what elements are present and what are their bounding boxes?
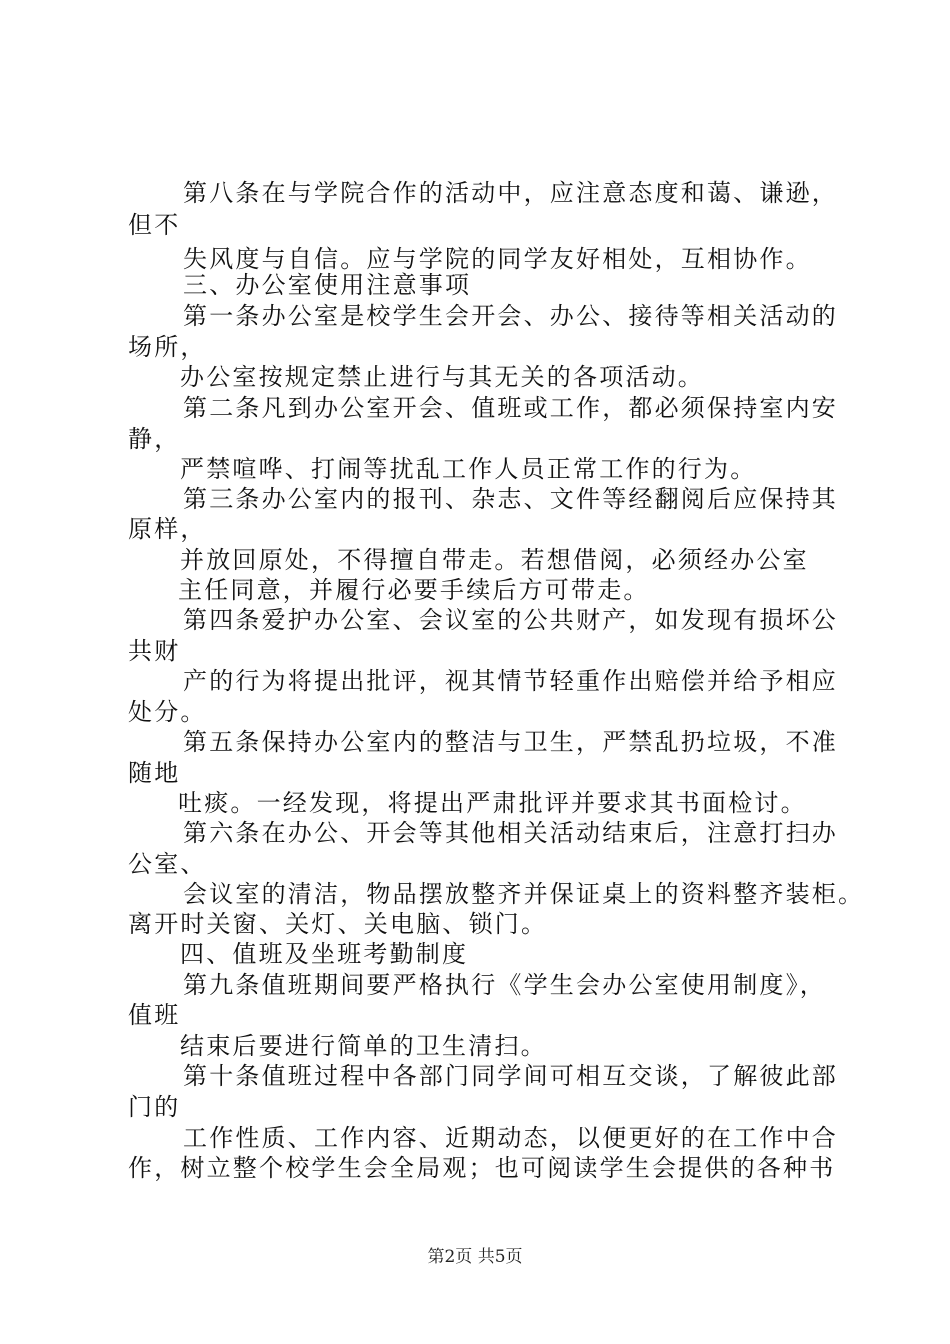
text-line: 离开时关窗、关灯、关电脑、锁门。 [128,910,548,938]
text-line: 随地 [128,759,181,787]
text-line: 工作性质、工作内容、近期动态，以便更好的在工作中合 [183,1124,838,1152]
text-line: 第六条在办公、开会等其他相关活动结束后，注意打扫办 [183,819,838,847]
text-line: 严禁喧哗、打闹等扰乱工作人员正常工作的行为。 [180,455,757,483]
text-line: 门的 [128,1093,181,1121]
text-line: 处分。 [128,698,207,726]
section-heading: 四、值班及坐班考勤制度 [180,940,469,968]
text-line: 值班 [128,1001,181,1029]
page-number-footer: 第2页 共5页 [427,1247,523,1267]
text-line: 第四条爱护办公室、会议室的公共财产，如发现有损坏公 [183,606,838,634]
text-line: 会议室的清洁，物品摆放整齐并保证桌上的资料整齐装柜。 [183,880,865,908]
text-line: 共财 [128,637,181,665]
text-line: 第八条在与学院合作的活动中，应注意态度和蔼、谦逊， [183,179,838,207]
text-line: 静， [128,425,181,453]
text-line: 并放回原处，不得擅自带走。若想借阅，必须经办公室 [180,546,809,574]
text-line: 第三条办公室内的报刊、杂志、文件等经翻阅后应保持其 [183,485,838,513]
text-line: 结束后要进行简单的卫生清扫。 [180,1032,547,1060]
text-line: 场所， [128,333,207,361]
text-line: 第九条值班期间要严格执行《学生会办公室使用制度》， [183,971,826,999]
text-line: 原样， [128,515,207,543]
text-line: 吐痰。一经发现，将提出严肃批评并要求其书面检讨。 [178,789,807,817]
section-heading: 三、办公室使用注意事项 [183,271,472,299]
text-line: 第五条保持办公室内的整洁与卫生，严禁乱扔垃圾，不准 [183,728,838,756]
text-line: 但不 [128,211,181,239]
text-line: 主任同意，并履行必要手续后方可带走。 [178,576,650,604]
text-line: 第十条值班过程中各部门同学间可相互交谈，了解彼此部 [183,1062,838,1090]
text-line: 第二条凡到办公室开会、值班或工作，都必须保持室内安 [183,394,838,422]
text-line: 公室、 [128,850,207,878]
text-line: 作，树立整个校学生会全局观；也可阅读学生会提供的各种书 [128,1154,836,1182]
text-line: 产的行为将提出批评，视其情节轻重作出赔偿并给予相应 [183,667,838,695]
text-line: 失风度与自信。应与学院的同学友好相处，互相协作。 [183,245,812,273]
text-line: 第一条办公室是校学生会开会、办公、接待等相关活动的 [183,302,838,330]
text-line: 办公室按规定禁止进行与其无关的各项活动。 [180,363,704,391]
